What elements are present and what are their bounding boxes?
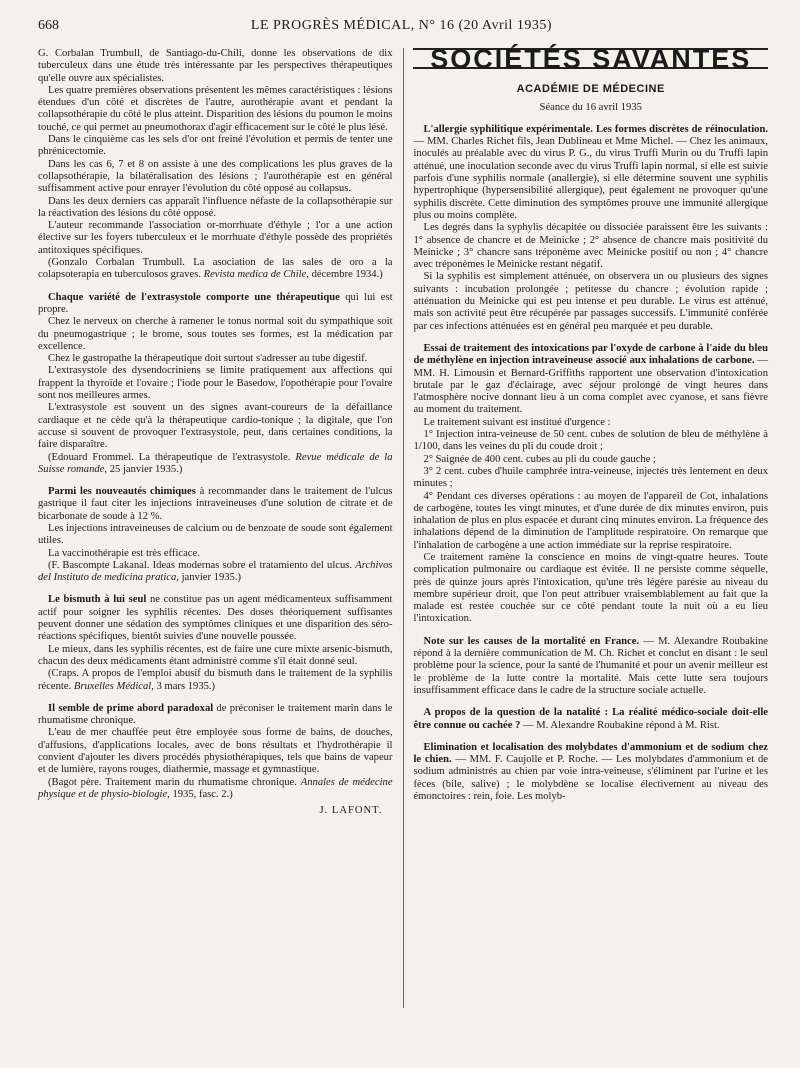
reference-text: (F. Bascompte Lakanal. Ideas modernas sobre el tratamiento del ulcus. bbox=[48, 559, 356, 571]
article-text: — MM. F. Caujolle et P. Roche. — Les molybdates d'ammonium et de sodium administrés au chien par voie intra-veineuse, s'éliminent par l'urine et les fèces (bile, salive) ; le molybdène se localise électivement au niveau des émonctoires : rein, foie. Les molyb- bbox=[413, 754, 769, 803]
reference-tail: janvier 1935.) bbox=[178, 572, 242, 584]
reference-tail: 1935, fasc. 2.) bbox=[169, 788, 233, 800]
article-text: de préconiser le traitement marin dans le rhumatisme chronique. bbox=[38, 702, 393, 727]
article-paragraph bbox=[413, 343, 768, 417]
article-paragraph bbox=[38, 703, 393, 728]
reference bbox=[38, 257, 393, 282]
body-paragraph: Dans le cinquième cas les sels d'or ont freiné l'évolution et permis de tenter une phrénicectomie. bbox=[38, 134, 393, 158]
reference-tail: 25 janvier 1935.) bbox=[107, 463, 183, 475]
session-date: Séance du 16 avril 1935 bbox=[539, 101, 642, 113]
academy-heading: ACADÉMIE DE MÉDECINE bbox=[516, 83, 665, 96]
right-column bbox=[413, 44, 769, 1008]
reference bbox=[38, 668, 393, 693]
reference-source: Bruxelles Médical, bbox=[73, 680, 154, 692]
body-paragraph: Les quatre premières observations présentent les mêmes caractéristiques : lésions étendues d'un côté et discrètes de l'autre, aurothérapie avant et pendant la collapsothérapie du côté le plus atteint. Disparition des lésions du poumon le moins touché, ce qui permet au pneumothorax d'agir efficacement sur le côté le plus lésé. bbox=[38, 84, 393, 133]
body-paragraph: 3° 2 cent. cubes d'huile camphrée intra-veineuse, injectés très lentement en deux minutes ; bbox=[413, 465, 768, 490]
body-paragraph: Le traitement suivant est institué d'urgence : bbox=[423, 416, 611, 428]
reference-text: (Gonzalo Corbalan Trumbull. La asociation de las sales de oro a la colapsoterapia en tuberculosos graves. bbox=[38, 257, 393, 281]
article-text: qui lui est propre. bbox=[38, 291, 393, 315]
body-paragraph: L'eau de mer chauffée peut être employée sous forme de bains, de douches, d'affusions, d'applications locales, avec de bons résultats et l'hydrothérapie il convient d'ajouter les divers procédés physiothérapiques, tels que bains de vapeur et de lumière, rayons rouges, diathermie, massage et gymnastique. bbox=[38, 727, 393, 776]
article-heading: Chaque variété de l'extrasystole comporte une thérapeutique bbox=[48, 291, 340, 303]
article-heading: Essai de traitement des intoxications par l'oxyde de carbone à l'aide du bleu de méthylène en injection intraveineuse associé aux inhalations de carbone. bbox=[413, 342, 768, 367]
body-paragraph: Chez le gastropathe la thérapeutique doit surtout s'adresser au tube digestif. bbox=[48, 353, 368, 365]
article-paragraph bbox=[413, 742, 768, 803]
body-paragraph: Chez le nerveux on cherche à ramener le tonus normal soit du sympathique soit du pneumogastrique ; le brome, sous toutes ses formes, est la médication par excellence. bbox=[38, 316, 393, 352]
article-text: — M. Alexandre Roubakine répond à M. Rist. bbox=[520, 719, 720, 731]
body-paragraph: Ce traitement ramène la conscience en moins de vingt-quatre heures. Toute complication pulmonaire ou cardiaque est évitée. Il ne persiste comme séquelle, près de quinze jours après l'intoxication, qu'une très légère parésie au niveau du membre supérieur droit, que l'on peut attribuer vraisemblablement au fait que la malade est restée couchée sur ce côté pendant toute la nuit où a eu lieu l'intoxication. bbox=[413, 551, 768, 625]
author-signature: J. LAFONT. bbox=[319, 805, 383, 817]
article-heading: Le bismuth à lui seul bbox=[48, 594, 147, 606]
body-paragraph: Dans les cas 6, 7 et 8 on assiste à une des complications les plus graves de la collapsothérapie, la bilatéralisation des lésions ; l'aurothérapie est en général suffisamment active pour enrayer l'évolution du côté opposé au collapsus. bbox=[38, 158, 393, 195]
journal-title: LE PROGRÈS MÉDICAL, N° 16 (20 Avril 1935) bbox=[250, 18, 553, 33]
reference bbox=[38, 777, 393, 802]
article-heading: Elimination et localisation des molybdates d'ammonium et de sodium chez le chien. bbox=[413, 741, 768, 766]
article-paragraph bbox=[413, 636, 768, 697]
column-rule bbox=[403, 48, 404, 1008]
reference-text: (Edouard Frommel. La thérapeutique de l'extrasystole. bbox=[48, 451, 296, 463]
page-number: 668 bbox=[38, 18, 59, 33]
columns bbox=[38, 44, 769, 1008]
body-paragraph: G. Corbalan Trumbull, de Santiago-du-Chili, donne les observations de dix tuberculeux dans une étude très intéressante par les perspectives thérapeutiques qu'elle ouvre aux spécialistes. bbox=[38, 48, 393, 84]
article-heading: Il semble de prime abord paradoxal bbox=[48, 702, 214, 714]
body-paragraph: L'extrasystole des dysendocriniens se limite pratiquement aux affections qui frappent la thyroïde et l'ovaire ; l'iode pour le Basedow, l'opothérapie pour l'ovaire sont nos meilleures armes. bbox=[38, 365, 393, 402]
article-heading: A propos de la question de la natalité : La réalité médico-sociale doit-elle être connue ou cachée ? bbox=[413, 707, 768, 731]
article-text: à recommander dans le traitement de l'ulcus gastrique il faut citer les injections intraveineuses d'une solution de citrate et de bicarbonate de soude à 12 %. bbox=[38, 486, 393, 522]
reference-source: Revista medica de Chile, bbox=[203, 269, 309, 281]
reference-source: Archivos del Instituto de medicina pratica, bbox=[38, 559, 393, 584]
body-paragraph: 1° Injection intra-veineuse de 50 cent. cubes de solution de bleu de méthylène à 1/100, dans les veines du pli du coude droit ; bbox=[413, 429, 768, 453]
reference-text: (Bagot père. Traitement marin du rhumatisme chronique. bbox=[48, 776, 301, 788]
reference-text: (Craps. A propos de l'emploi abusif du bismuth dans le traitement de la syphilis récente. bbox=[38, 668, 393, 692]
left-column bbox=[38, 48, 393, 1008]
body-paragraph: Les degrés dans la syphylis décapitée ou dissociée paraissent être les suivants : 1° absence de chancre et de Meinicke ; 2° absence de chancre mais positivité du Meinicke ; 3° chancre sans tréponème avec Meinicke positif ou non ; 4° chancre avec tréponèmes le Meinicke restant négatif. bbox=[413, 222, 768, 271]
running-header bbox=[38, 18, 768, 38]
reference bbox=[38, 560, 393, 585]
body-paragraph: 2° Saignée de 400 cent. cubes au pli du coude gauche ; bbox=[423, 453, 656, 465]
article-text: ne constitue pas un agent médicamenteux suffisamment actif pour soigner les syphilis récentes. Des doses théoriquement suffisantes peuvent donner une sédation des symptômes cliniques et une disparition des séro-réactions spécifiques, bientôt suivies d'une nouvelle poussée. bbox=[38, 594, 393, 643]
reference-tail: 3 mars 1935.) bbox=[153, 680, 216, 692]
article-heading: L'allergie syphilitique expérimentale. Les formes discrètes de réinoculation. bbox=[423, 123, 768, 135]
article-paragraph bbox=[38, 594, 393, 643]
body-paragraph: 4° Pendant ces diverses opérations : au moyen de l'appareil de Cot, inhalations de carbogène, toutes les vingt minutes, et d'une durée de dix minutes environ, puis inhalation de plus en plus espacée et durant cinq minutes environ. La fréquence des inhalations dépend de la diminution de l'amplitude respiratoire. On remarque que l'inhalation de carbogène a une action immédiate sur la reprise respiratoire. bbox=[413, 490, 768, 551]
article-paragraph bbox=[38, 486, 393, 523]
body-paragraph: La vaccinothérapie est très efficace. bbox=[48, 547, 200, 559]
article-paragraph bbox=[38, 292, 393, 317]
reference bbox=[38, 452, 393, 477]
article-heading: Parmi les nouveautés chimiques bbox=[48, 486, 196, 498]
body-paragraph: Dans les deux derniers cas apparaît l'influence néfaste de la collapsothérapie sur la réactivation des lésions du côté opposé. bbox=[38, 195, 393, 219]
reference-tail: décembre 1934.) bbox=[308, 269, 383, 281]
body-paragraph: Le mieux, dans les syphilis récentes, est de faire une cure mixte arsenic-bismuth, chacun des deux médicaments étant administré comme s'il était donné seul. bbox=[38, 643, 393, 667]
body-paragraph: L'extrasystole est souvent un des signes avant-coureurs de la défaillance cardiaque et ne cède qu'à la thérapeutique cardio-tonique ; la digitale, que l'on accuse si souvent de provoquer l'extrasystole, peut, dans certaines conditions, la faire disparaître. bbox=[38, 402, 393, 451]
reference-source: Revue médicale de la Suisse romande, bbox=[38, 451, 393, 475]
body-paragraph: Les injections intraveineuses de calcium ou de benzoate de soude sont également utiles. bbox=[38, 522, 393, 547]
section-banner: SOCIÉTÉS SAVANTES bbox=[413, 48, 768, 69]
article-text: — M. Alexandre Roubakine répond à la dernière communication de M. Ch. Richet et conclut en disant : le seul problème pour la science, pour la santé de l'humanité et pour un avenir meilleur est le problème de la lutte contre la mortalité. Mais cette lutte sera toujours insuffisamment efficace dans le cadre de la structure sociale actuelle. bbox=[413, 635, 769, 696]
body-paragraph: Si la syphilis est simplement atténuée, on observera un ou plusieurs des signes suivants : incubation prolongée ; petitesse du chancre ; évolution rapide ; atténuation du Meinicke qui est peu intense et peu durable. Le virus est atténué, mais son activité peut être récupérée par passages successifs. L'immunité conférée par ces infections atténuées est en général peu marquée et peu durable. bbox=[413, 271, 768, 332]
article-heading: Note sur les causes de la mortalité en France. bbox=[423, 635, 640, 647]
article-paragraph bbox=[413, 707, 768, 732]
reference-source: Annales de médecine physique et de physio-biologie, bbox=[38, 776, 393, 800]
article-text: — MM. H. Limousin et Bernard-Griffiths rapportent une observation d'intoxication brutale par le gaz d'éclairage, avec séjour prolongé de vingt heures dans l'atmosphère nocive donnant lieu à un coma complet avec cyanose, et sans fièvre au moment du traitement. bbox=[413, 355, 768, 416]
article-text: — MM. Charles Richet fils, Jean Dublineau et Mme Michel. — Chez les animaux, inoculés au préalable avec du virus P. G., du virus Truffi Murin ou du Truffi lapin atténué, une inoculation seconde avec du virus Truffi lapin normal, si elle est suivie parfois d'une syphilis normale (anallergie), si elle détermine souvent une syphilis hypertrophique (hypersensibilité allergique), peut également ne provoquer qu'une syphilis discrète. Cette diminution des symptômes prouve une immunité allergique plus ou moins complète. bbox=[413, 136, 768, 221]
right-column-body bbox=[413, 124, 768, 803]
article-paragraph bbox=[413, 124, 768, 222]
body-paragraph: L'auteur recommande l'association or-morrhuate d'éthyle ; l'or a une action élective sur les foyers tuberculeux et le morrhuate d'éthyle possède des propriétés antitoxiques spécifiques. bbox=[38, 220, 393, 256]
